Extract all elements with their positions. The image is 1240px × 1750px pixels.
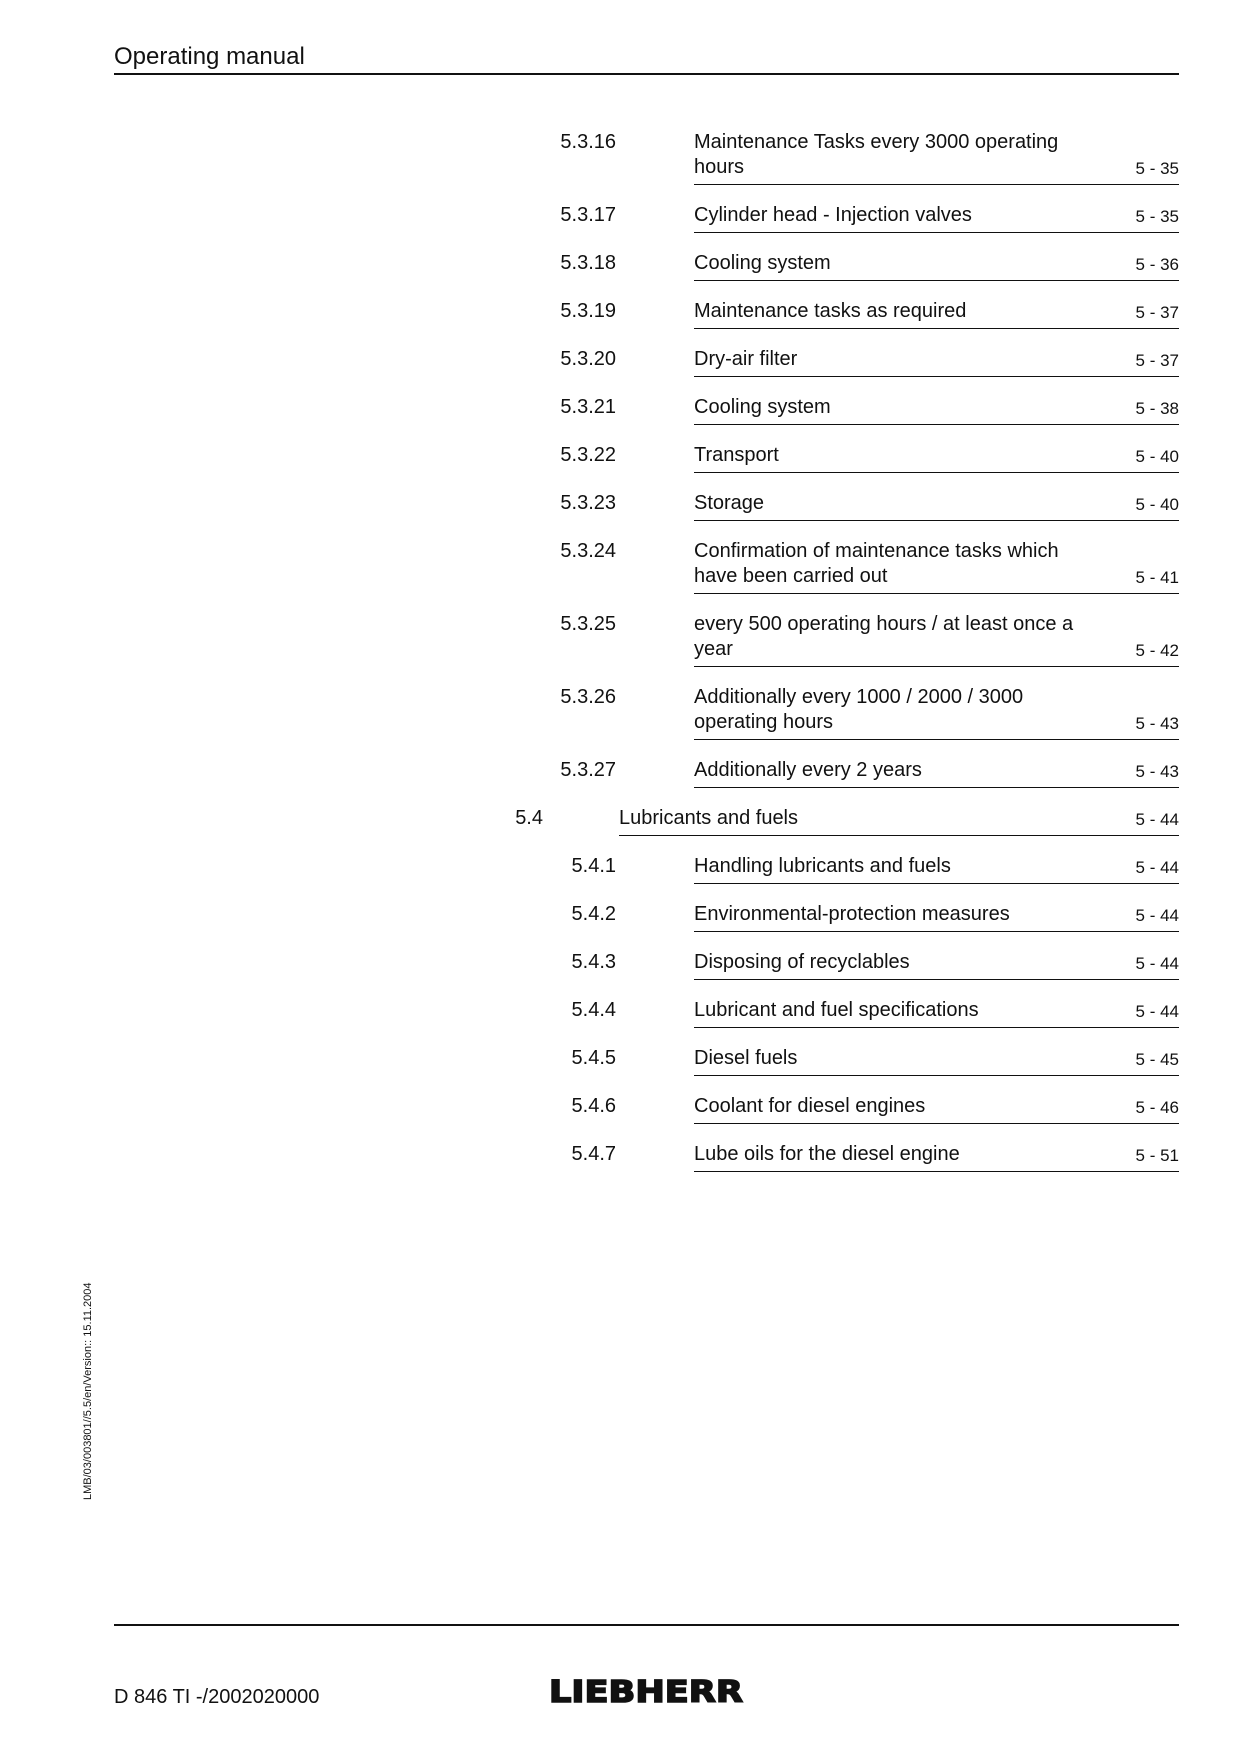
toc-entry bbox=[0, 1094, 1240, 1125]
toc-entry-underline bbox=[694, 1075, 1179, 1076]
toc-entry bbox=[0, 854, 1240, 885]
toc-entry-number: 5.4.3 bbox=[571, 951, 616, 973]
toc-entry-number: 5.4.1 bbox=[571, 855, 616, 877]
toc-entry bbox=[0, 1046, 1240, 1077]
footer-divider bbox=[114, 1624, 1179, 1626]
toc-entry bbox=[0, 130, 1240, 186]
toc-entry-underline bbox=[694, 1171, 1179, 1172]
toc-entry-title: Additionally every 1000 / 2000 / 3000 operating hours bbox=[694, 686, 1024, 733]
toc-entry-number: 5.3.21 bbox=[560, 396, 616, 418]
toc-entry-page: 5 - 44 bbox=[1135, 810, 1179, 829]
toc-entry-underline bbox=[694, 328, 1179, 329]
toc-entry-page: 5 - 35 bbox=[1135, 159, 1179, 178]
toc-entry bbox=[0, 685, 1240, 741]
toc-entry bbox=[0, 806, 1240, 837]
toc-entry-underline bbox=[694, 931, 1179, 932]
footer-model-code: D 846 TI -/2002020000 bbox=[114, 1686, 320, 1708]
toc-entry-title: Transport bbox=[694, 444, 779, 466]
toc-entry-number: 5.3.27 bbox=[560, 759, 616, 781]
toc-entry-page: 5 - 40 bbox=[1135, 495, 1179, 514]
toc-entry-underline bbox=[694, 787, 1179, 788]
toc-entry bbox=[0, 902, 1240, 933]
toc-entry-page: 5 - 40 bbox=[1135, 447, 1179, 466]
toc-entry-title: Diesel fuels bbox=[694, 1047, 798, 1069]
toc-entry-number: 5.3.16 bbox=[560, 131, 616, 153]
toc-entry-underline bbox=[694, 280, 1179, 281]
toc-entry-underline bbox=[694, 424, 1179, 425]
toc-entry-page: 5 - 37 bbox=[1135, 351, 1179, 370]
toc-entry bbox=[0, 758, 1240, 789]
toc-entry-title: Lubricants and fuels bbox=[619, 807, 799, 829]
toc-entry-underline bbox=[694, 520, 1179, 521]
toc-entry-number: 5.4.2 bbox=[571, 903, 616, 925]
toc-entry bbox=[0, 347, 1240, 378]
toc-entry-underline bbox=[694, 593, 1179, 594]
toc-entry-title: Handling lubricants and fuels bbox=[694, 855, 951, 877]
document-version-note: LMB/03/003801//5.5/en/Version:: 15.11.2004 bbox=[82, 1282, 94, 1500]
toc-entry-number: 5.3.25 bbox=[560, 613, 616, 635]
toc-entry-page: 5 - 46 bbox=[1135, 1098, 1179, 1117]
toc-entry-number: 5.4.5 bbox=[571, 1047, 616, 1069]
toc-entry-page: 5 - 43 bbox=[1135, 762, 1179, 781]
toc-entry-page: 5 - 41 bbox=[1135, 568, 1179, 587]
toc-entry bbox=[0, 950, 1240, 981]
toc-entry-underline bbox=[694, 472, 1179, 473]
toc-entry bbox=[0, 443, 1240, 474]
toc-entry-title: Environmental-protection measures bbox=[694, 903, 1010, 925]
toc-entry-underline bbox=[694, 883, 1179, 884]
toc-entry-title: Confirmation of maintenance tasks which have been carried out bbox=[694, 540, 1059, 587]
toc-entry-number: 5.4.6 bbox=[571, 1095, 616, 1117]
toc-entry bbox=[0, 998, 1240, 1029]
toc-entry-page: 5 - 45 bbox=[1135, 1050, 1179, 1069]
toc-entry-underline bbox=[694, 1027, 1179, 1028]
toc-entry-number: 5.4.4 bbox=[571, 999, 616, 1021]
toc-entry-title: Lube oils for the diesel engine bbox=[694, 1143, 960, 1165]
toc-entry-number: 5.3.17 bbox=[560, 204, 616, 226]
toc-entry-number: 5.4.7 bbox=[571, 1143, 616, 1165]
toc-entry-number: 5.3.20 bbox=[560, 348, 616, 370]
toc-entry-page: 5 - 44 bbox=[1135, 858, 1179, 877]
toc-entry bbox=[0, 491, 1240, 522]
toc-entry bbox=[0, 299, 1240, 330]
toc-entry-page: 5 - 44 bbox=[1135, 1002, 1179, 1021]
toc-entry-number: 5.4 bbox=[515, 807, 543, 829]
toc-entry-number: 5.3.19 bbox=[560, 300, 616, 322]
toc-entry-underline bbox=[619, 835, 1179, 836]
toc-entry-underline bbox=[694, 184, 1179, 185]
toc-entry-title: Lubricant and fuel specifications bbox=[694, 999, 979, 1021]
toc-entry-title: every 500 operating hours / at least once a year bbox=[694, 613, 1074, 660]
toc-entry bbox=[0, 539, 1240, 595]
toc-entry-underline bbox=[694, 1123, 1179, 1124]
toc-entry-page: 5 - 38 bbox=[1135, 399, 1179, 418]
toc-entry-number: 5.3.26 bbox=[560, 686, 616, 708]
toc-entry-underline bbox=[694, 376, 1179, 377]
logo-text: LIEBHERR bbox=[549, 1675, 743, 1707]
toc-entry-page: 5 - 35 bbox=[1135, 207, 1179, 226]
toc-entry-underline bbox=[694, 739, 1179, 740]
toc-entry-page: 5 - 44 bbox=[1135, 906, 1179, 925]
toc-entry-number: 5.3.23 bbox=[560, 492, 616, 514]
toc-entry-number: 5.3.24 bbox=[560, 540, 616, 562]
toc-entry-page: 5 - 43 bbox=[1135, 714, 1179, 733]
toc-entry bbox=[0, 1142, 1240, 1173]
toc-entry-title: Maintenance tasks as required bbox=[694, 300, 967, 322]
page-header-title: Operating manual bbox=[114, 43, 305, 70]
toc-entry-title: Disposing of recyclables bbox=[694, 951, 910, 973]
toc-entry-page: 5 - 42 bbox=[1135, 641, 1179, 660]
toc-entry-title: Cylinder head - Injection valves bbox=[694, 204, 972, 226]
liebherr-logo-graphic bbox=[548, 1675, 744, 1707]
toc-entry-number: 5.3.18 bbox=[560, 252, 616, 274]
toc-entry-page: 5 - 37 bbox=[1135, 303, 1179, 322]
toc-entry-page: 5 - 44 bbox=[1135, 954, 1179, 973]
toc-entry-title: Maintenance Tasks every 3000 operating hours bbox=[694, 131, 1059, 178]
toc-entry-title: Storage bbox=[694, 492, 765, 514]
toc-entry-number: 5.3.22 bbox=[560, 444, 616, 466]
toc-entry-page: 5 - 51 bbox=[1135, 1146, 1179, 1165]
toc-entry bbox=[0, 395, 1240, 426]
toc-entry-title: Coolant for diesel engines bbox=[694, 1095, 926, 1117]
liebherr-logo bbox=[548, 1675, 744, 1707]
toc-entry-title: Dry-air filter bbox=[694, 348, 798, 370]
toc-entry-underline bbox=[694, 232, 1179, 233]
toc-entry-page: 5 - 36 bbox=[1135, 255, 1179, 274]
toc-entry bbox=[0, 612, 1240, 668]
toc-entry bbox=[0, 203, 1240, 234]
toc-entry-title: Cooling system bbox=[694, 252, 831, 274]
toc-entry bbox=[0, 251, 1240, 282]
toc-entry-underline bbox=[694, 666, 1179, 667]
toc-entry-underline bbox=[694, 979, 1179, 980]
toc-entry-title: Cooling system bbox=[694, 396, 831, 418]
toc-entry-title: Additionally every 2 years bbox=[694, 759, 922, 781]
